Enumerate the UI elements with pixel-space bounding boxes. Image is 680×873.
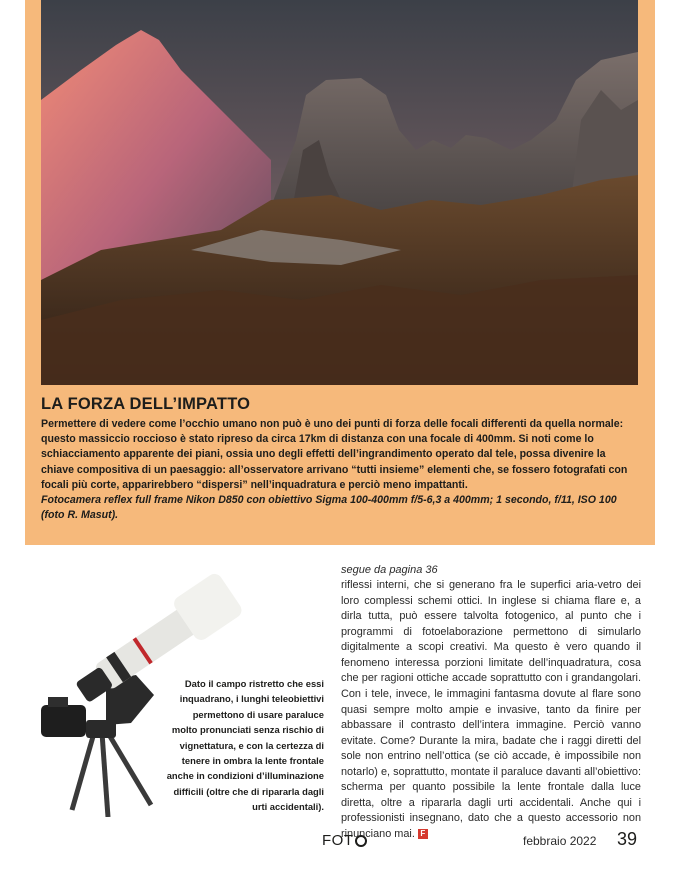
telephoto-caption: Dato il campo ristretto che essi inquadrano, i lunghi teleobiettivi permettono di usare paraluce molto pronunciati senza rischio di vignettatura, e con la certezza di tenere in ombra la lente frontale anche in condizioni d’illuminazione difficili (oltre che di ripararla dagli urti accidentali). [166, 678, 324, 813]
magazine-logo-text: FOT [322, 832, 354, 849]
logo-o-icon [355, 835, 367, 847]
article-body-text: riflessi interni, che si generano fra le superfici aria-vetro dei loro complessi schemi ottici. In inglese si chiama flare e, a dirla tutta, può essere talvolta fotogenico, al punto che i programmi di fotoelaborazione permettono di simularlo digitalmente a scopi creativi. Ma questo è vero quando il fenomeno interessa porzioni limitate dell’inquadratura, cosa che per ragioni ottiche accade soprattutto con i grandangolari. Con i tele, invece, le immagini fantasma dovute al flare sono quasi sempre molto ampie e invasive, tanto da finire per abbassare il contrasto dell’intera immagine. Perciò vanno evitate. Come? Durante la mira, badate che i raggi diretti del sole non entrino nell’ottica (se ciò accade, è impossibile non notarlo) e, soprattutto, montate il paraluce davanti all’obiettivo: scherma per quanto possibile la lente frontale dalla luce diretta, oltre a ripararla dagli urti accidentali. Anche qui i professionisti insegnano, dato che a questo accessorio non rinunciano mai. [341, 579, 641, 840]
article-column [341, 563, 641, 843]
caption-credit: Fotocamera reflex full frame Nikon D850 con obiettivo Sigma 100-400mm f/5-6,3 a 400mm; 1 secondo, f/11, ISO 100 (foto R. Masut). [41, 494, 617, 522]
mountain-photo-icon [41, 0, 638, 385]
mountain-photo [41, 0, 638, 385]
continued-from: segue da pagina 36 [341, 564, 438, 576]
photo-caption [41, 395, 641, 523]
issue-date: febbraio 2022 [523, 834, 597, 848]
page-number: 39 [617, 829, 638, 849]
article-body [341, 578, 641, 842]
caption-title: LA FORZA DELL’IMPATTO [41, 395, 251, 413]
magazine-logo [322, 832, 367, 849]
end-of-article-mark: F [418, 829, 428, 839]
caption-body: Permettere di vedere come l’occhio umano non può è uno dei punti di forza delle focali differenti da quella normale: questo massiccio roccioso è stato ripreso da circa 17km di distanza con una focale di 400mm. Si noti come lo schiacciamento apparente dei piani, ossia uno degli effetti dell’ingrandimento operato dal tele, possa divenire la chiave compositiva di un paesaggio: all’osservatore arrivano “tutti insieme” elementi che, se fossero fotografati con focali più corte, apparirebbero “dispersi” nell’inquadratura e perciò meno impattanti. [41, 418, 628, 491]
